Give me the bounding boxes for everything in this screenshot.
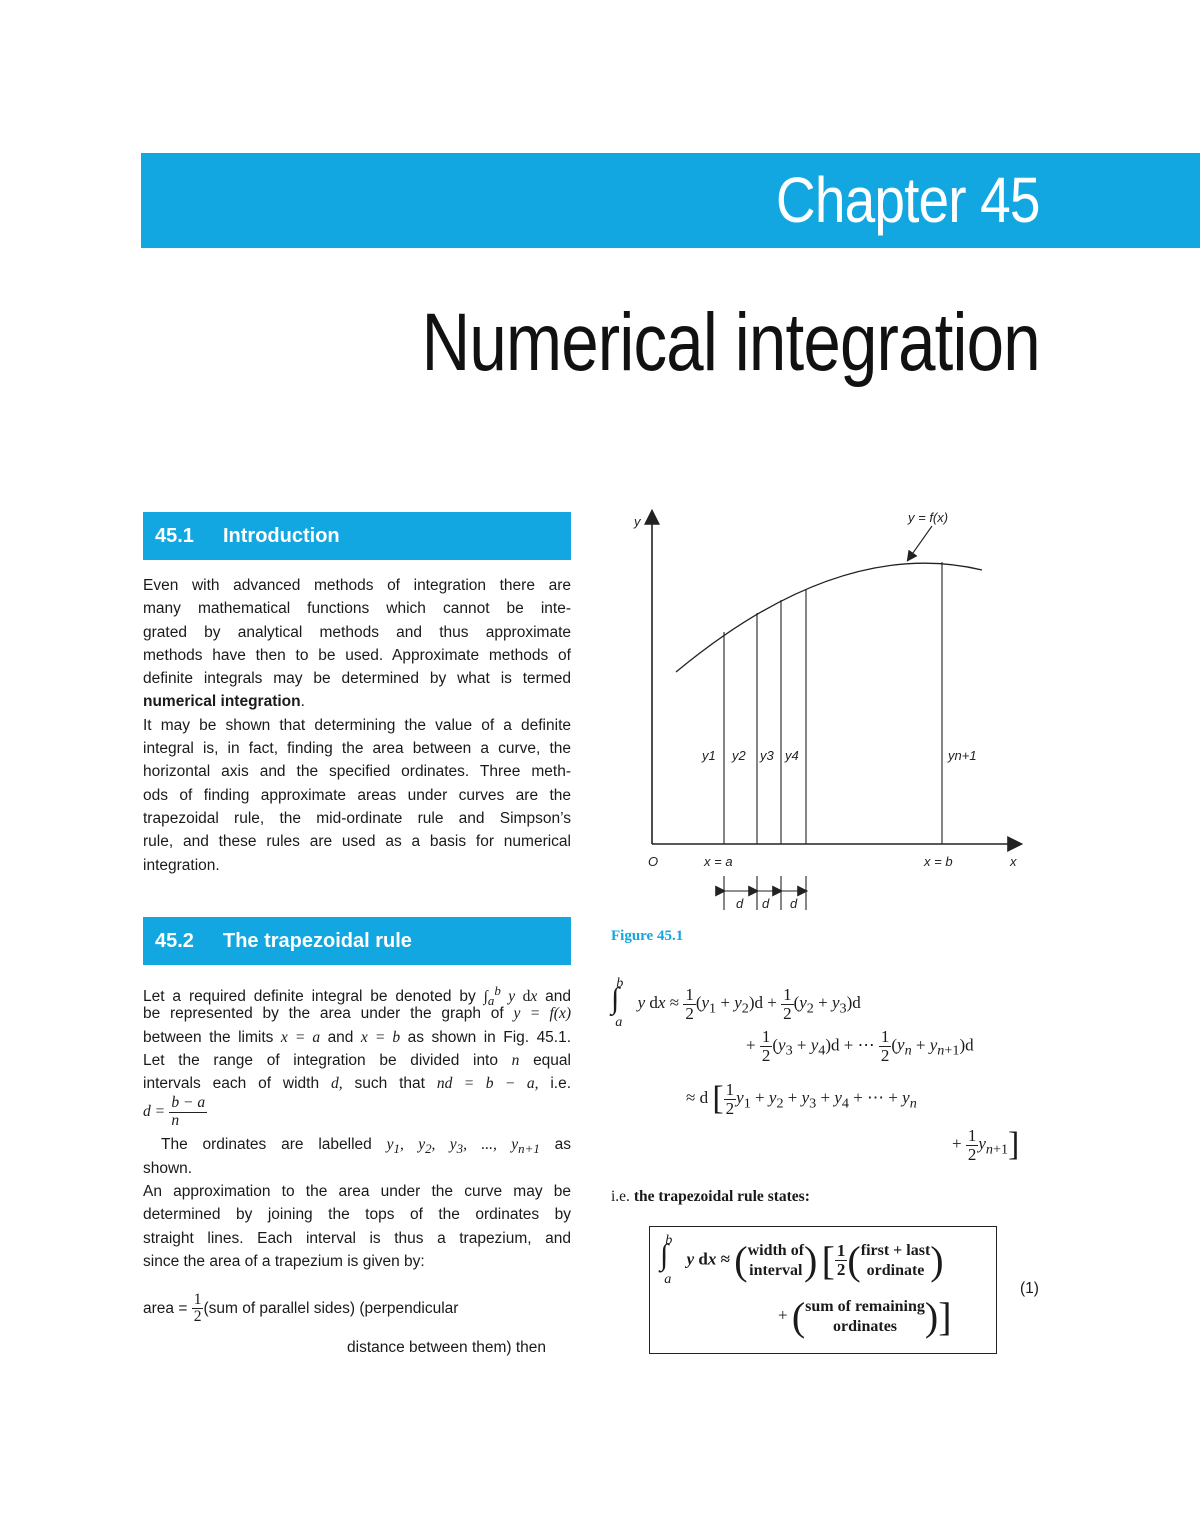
text: intervals each of width: [143, 1075, 320, 1093]
derivation-line-3: ≈ d [ $\frac{1}{2}$ $y_1 + y_2 + y_3 + y_4$ + ⋯ + $y_n$: [686, 1079, 917, 1118]
inline-math: nd = b − a,: [436, 1075, 539, 1093]
width-label: d: [790, 896, 798, 911]
section-title: Introduction: [223, 525, 340, 547]
width-label: d: [736, 896, 744, 911]
ordinate-label: y1: [702, 748, 716, 763]
text: The ordinates are labelled: [161, 1136, 372, 1154]
text-line: An approximation to the area under the curve may be: [143, 1183, 571, 1201]
text-line: [143, 1133, 571, 1156]
text-line: Even with advanced methods of integration there are: [143, 577, 571, 594]
x-equals-b-label: x = b: [924, 854, 953, 869]
inline-math: x = b: [360, 1028, 401, 1046]
rule-formula-line-2: + (sum of remaining ordinates )]: [778, 1294, 952, 1339]
text: as: [554, 1136, 571, 1154]
derivation-line-2: + $\frac{1}{2}$ $(y_3 + y_4)d$ + ⋯ $\frac{1}{2}$ $(y_n + y_{n+1})d$: [746, 1027, 974, 1065]
ordinate-label: y3: [760, 748, 774, 763]
curve-label: y = f(x): [908, 510, 949, 525]
inline-math: n: [511, 1051, 520, 1069]
curve-f-of-x: [676, 563, 982, 672]
width-of-label: width of: [747, 1241, 805, 1259]
text-line: [143, 1095, 571, 1133]
text-line: definite integrals may be determined by what is termed: [143, 670, 571, 688]
text-line: [143, 1026, 571, 1049]
text-line: determined by joining the tops of the ordinates by: [143, 1206, 571, 1224]
text: and: [327, 1028, 354, 1046]
section-heading-introduction: [143, 512, 571, 560]
chapter-label: Chapter 45: [776, 164, 1040, 236]
section-number: 45.1: [155, 525, 194, 547]
equation-number: (1): [1020, 1280, 1039, 1297]
width-label: d: [762, 896, 770, 911]
origin-label: O: [648, 854, 659, 869]
fraction: $\frac{b - a}{n}$: [171, 1094, 206, 1129]
text: i.e.: [611, 1188, 630, 1205]
inline-math: d,: [330, 1075, 343, 1093]
x-axis-label: x: [1010, 854, 1017, 869]
ordinate-label: y4: [785, 748, 799, 763]
text-line: since the area of a trapezium is given by:: [143, 1252, 425, 1270]
chapter-title: Numerical integration: [421, 297, 1040, 388]
inline-math: d =: [143, 1103, 166, 1121]
text: Let a required definite integral be denoted by: [143, 988, 476, 1006]
trapezoidal-rule-box: [649, 1226, 997, 1354]
interval-label: interval: [749, 1261, 803, 1279]
section-heading-trapezoidal: [143, 917, 571, 965]
text-line: methods have then to be used. Approximate methods of: [143, 646, 571, 664]
fraction: $\frac{1}{2}$: [193, 1291, 202, 1326]
area-formula: [143, 1292, 458, 1326]
text-line: straight lines. Each interval is thus a trapezium, and: [143, 1229, 571, 1247]
text-line: integration.: [143, 856, 220, 874]
text-line: [143, 1049, 571, 1072]
ordinate-label: yn+1: [948, 748, 977, 763]
text: Let the range of integration be divided into: [143, 1051, 498, 1069]
text-line: ods of finding approximate areas under curves are the: [143, 786, 571, 804]
derivation-line-1: $\int_a^b$ y dx ≈ $\frac{1}{2}$ $(y_1 + y_2)d$ + $\frac{1}{2}$ $(y_2 + y_3)d$: [611, 975, 861, 1031]
ordinate-label: ordinate: [866, 1261, 925, 1279]
text: (sum of parallel sides) (perpendicular: [203, 1299, 459, 1317]
inline-math: $y_1$, $y_2$, $y_3$, ..., $y_{n+1}$: [386, 1136, 540, 1157]
inline-math: y = f(x): [513, 1005, 571, 1023]
figure-45-1: [600, 500, 1040, 920]
text: be represented by the area under the graph of: [143, 1005, 504, 1023]
text-line: integral is, in fact, finding the area between a curve, the: [143, 740, 571, 758]
intro-paragraph: [143, 574, 571, 877]
section-number: 45.2: [155, 930, 194, 952]
area-formula-continued: distance between them) then: [347, 1339, 547, 1356]
text-line: It may be shown that determining the value of a definite: [143, 716, 571, 734]
text: equal: [533, 1051, 571, 1069]
text: such that: [354, 1075, 425, 1093]
text-line: [143, 1002, 571, 1025]
text: between the limits: [143, 1028, 274, 1046]
section-title: The trapezoidal rule: [223, 930, 412, 952]
derivation-line-4: + $\frac{1}{2}$ $y_{n+1}$]: [952, 1125, 1020, 1164]
text-line: rule, and these rules are used as a basis for numerical: [143, 833, 571, 851]
text-line: horizontal axis and the specified ordinates. Three meth-: [143, 763, 571, 781]
rule-formula-line-1: $\int_a^b$ y dx ≈ (width of interval) [ $\frac{1}{2}$ (first + last ordinate ): [660, 1231, 944, 1287]
inline-integral: $\int_a^b$ y dx: [483, 983, 538, 1009]
text-line: [143, 979, 572, 1009]
text-line: [143, 690, 571, 713]
y-axis-label: y: [634, 514, 641, 529]
first-last-label: first + last: [860, 1241, 931, 1259]
figure-caption: Figure 45.1: [611, 928, 684, 944]
text-line: [143, 1072, 571, 1095]
text-line: many mathematical functions which cannot be inte-: [143, 600, 571, 618]
ordinate-label: y2: [732, 748, 746, 763]
inline-math: x = a: [280, 1028, 321, 1046]
trapezoidal-paragraph: [143, 979, 571, 1273]
x-equals-a-label: x = a: [704, 854, 733, 869]
chapter-band: [141, 153, 1200, 248]
rule-statement: the trapezoidal rule states:: [633, 1188, 810, 1205]
text: as shown in Fig. 45.1.: [407, 1028, 572, 1046]
punctuation: .: [300, 693, 305, 711]
text: and: [545, 988, 572, 1006]
text-line: trapezoidal rule, the mid-ordinate rule and Simpson’s: [143, 809, 571, 827]
text-line: shown.: [143, 1159, 193, 1177]
sum-of-remaining-label: sum of remaining: [805, 1297, 925, 1315]
rule-intro: [611, 1188, 810, 1206]
text: i.e.: [550, 1075, 572, 1093]
curve-pointer: [908, 526, 932, 560]
text-line: grated by analytical methods and thus approximate: [143, 623, 571, 641]
text: area =: [143, 1299, 188, 1317]
bold-term: numerical integration: [143, 693, 301, 711]
ordinates-label: ordinates: [833, 1317, 898, 1335]
